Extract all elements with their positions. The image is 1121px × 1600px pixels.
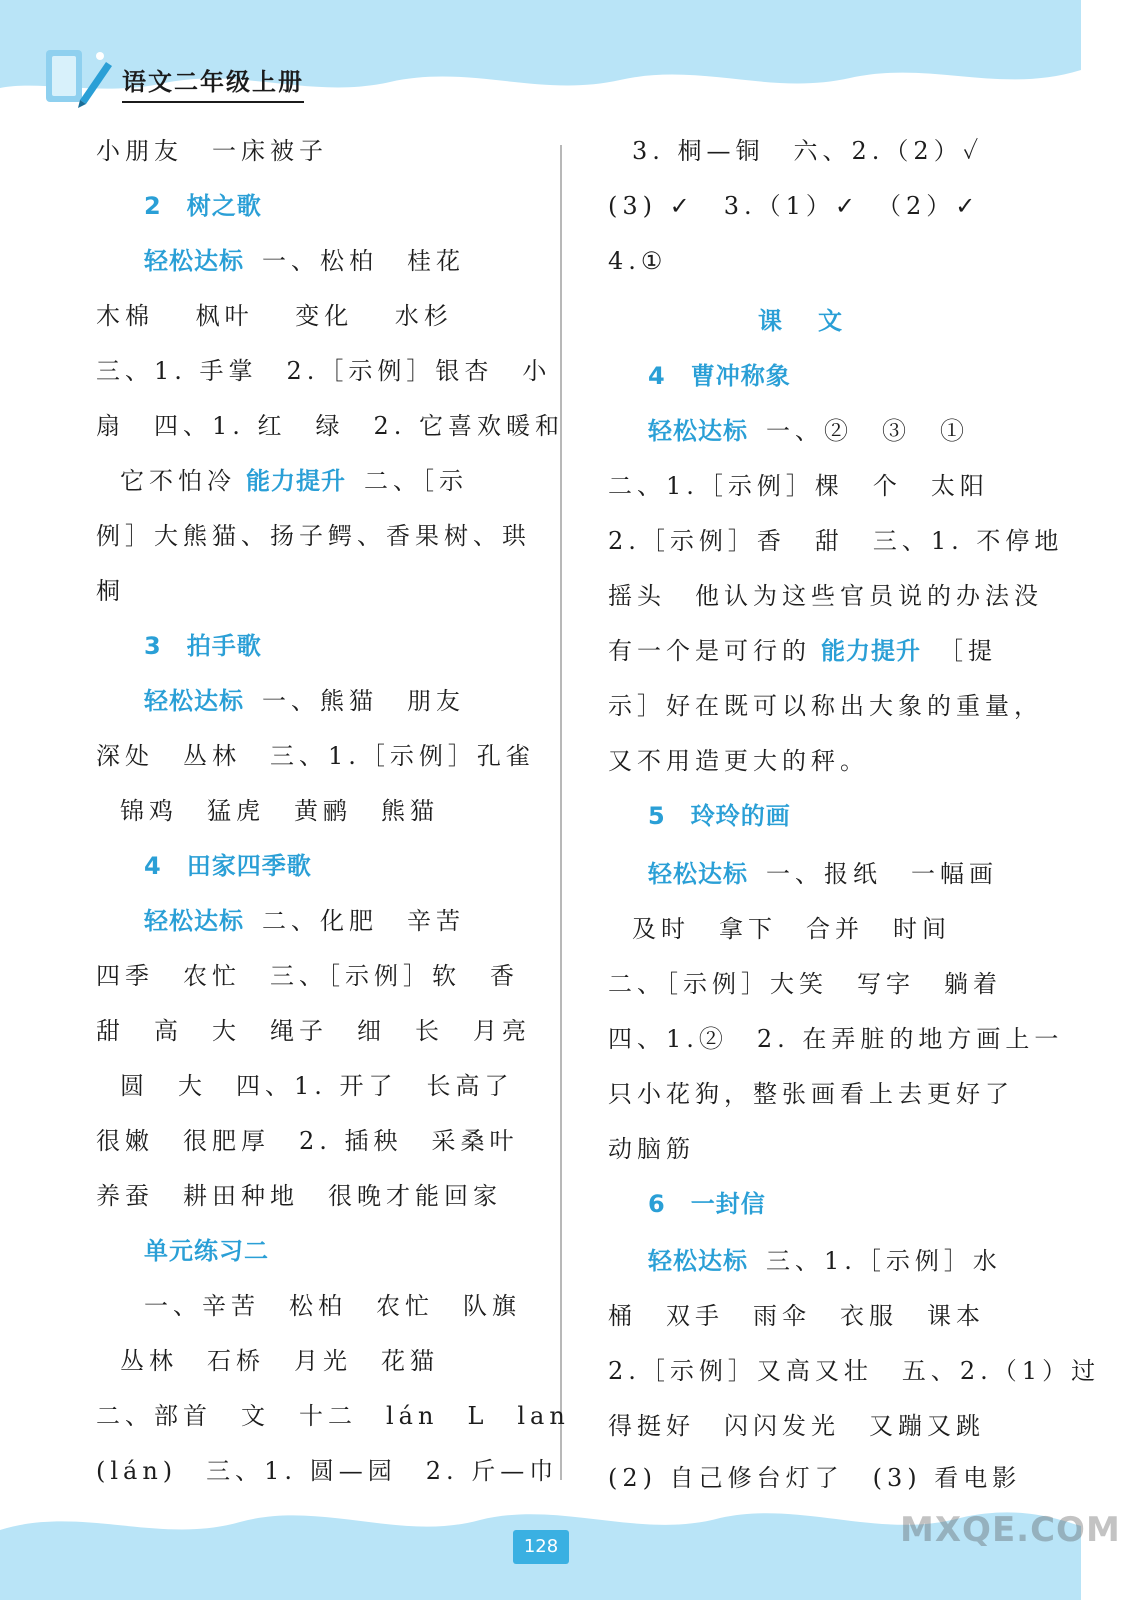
answer-line: 得挺好 闪闪发光 又蹦又跳 <box>608 1412 985 1440</box>
lesson-heading-yifengxin: 6 一封信 <box>648 1190 766 1218</box>
answer-line: 丛林 石桥 月光 花猫 <box>120 1347 439 1375</box>
answer-line: 3. 桐—铜 六、2.（2）✓ <box>632 137 984 165</box>
keyword-easy: 轻松达标 <box>648 417 748 445</box>
answer-line: 例］大熊猫、扬子鳄、香果树、珙 <box>96 522 531 550</box>
answer-line: 三、1. 手掌 2.［示例］银杏 小 <box>96 357 552 385</box>
keyword-ability: 能力提升 <box>821 637 921 665</box>
answer-line: (3) ✓ 3.（1）✓ （2）✓ <box>608 192 981 220</box>
answer-line: 二、［示例］大笑 写字 躺着 <box>608 970 1002 998</box>
answer-line: 四季 农忙 三、［示例］软 香 <box>96 962 519 990</box>
answer-line: 桶 双手 雨伞 衣服 课本 <box>608 1302 985 1330</box>
section-heading-kewen: 课 文 <box>758 307 848 335</box>
answer-line: 木棉 枫叶 变化 水杉 <box>96 302 453 330</box>
answer-line: 养蚕 耕田种地 很晚才能回家 <box>96 1182 502 1210</box>
answer-line: 又不用造更大的秤。 <box>608 747 869 775</box>
answer-line: 动脑筋 <box>608 1135 695 1163</box>
site-watermark: MXQE.COM <box>900 1510 1121 1550</box>
answer-line: 很嫩 很肥厚 2. 插秧 采桑叶 <box>96 1127 519 1155</box>
keyword-easy: 轻松达标 <box>648 860 748 888</box>
keyword-easy: 轻松达标 <box>144 907 244 935</box>
answer-line: 摇头 他认为这些官员说的办法没 <box>608 582 1043 610</box>
pencil-book-logo-icon <box>40 42 118 112</box>
answer-line: 轻松达标 一、② ③ ① <box>648 417 969 445</box>
keyword-easy: 轻松达标 <box>144 687 244 715</box>
column-divider <box>560 145 562 1480</box>
book-title: 语文二年级上册 <box>122 62 304 103</box>
lesson-heading-caochong: 4 曹冲称象 <box>648 362 791 390</box>
answer-line: 示］好在既可以称出大象的重量， <box>608 692 1043 720</box>
answer-line: (2) 自己修台灯了 (3) 看电影 <box>608 1464 1022 1492</box>
answer-line: 二、1.［示例］棵 个 太阳 <box>608 472 989 500</box>
answer-line: 轻松达标 一、熊猫 朋友 <box>144 687 465 715</box>
answer-line: 2.［示例］香 甜 三、1. 不停地 <box>608 527 1064 555</box>
answer-line: 2.［示例］又高又壮 五、2.（1）过 <box>608 1357 1101 1385</box>
answer-line: 锦鸡 猛虎 黄鹂 熊猫 <box>120 797 439 825</box>
answer-line: 它不怕冷 能力提升 二、［示 <box>120 467 468 495</box>
answer-line: 二、部首 文 十二 lán L lan <box>96 1402 570 1430</box>
answer-line: 扇 四、1. 红 绿 2. 它喜欢暖和 <box>96 412 565 440</box>
answer-line: 只小花狗，整张画看上去更好了 <box>608 1080 1014 1108</box>
answer-line: 小朋友 一床被子 <box>96 137 328 165</box>
answer-line: 4.① <box>608 247 668 275</box>
keyword-ability: 能力提升 <box>246 467 346 495</box>
answer-line: 深处 丛林 三、1.［示例］孔雀 <box>96 742 535 770</box>
answer-line: 圆 大 四、1. 开了 长高了 <box>120 1072 514 1100</box>
answer-line: 桐 <box>96 577 125 605</box>
answer-line: 一、辛苦 松柏 农忙 队旗 <box>144 1292 521 1320</box>
answer-line: (lán) 三、1. 圆—园 2. 斤—巾 <box>96 1457 559 1485</box>
keyword-easy: 轻松达标 <box>144 247 244 275</box>
unit-heading: 单元练习二 <box>144 1237 269 1265</box>
lesson-heading-linglin: 5 玲玲的画 <box>648 802 791 830</box>
keyword-easy: 轻松达标 <box>648 1247 748 1275</box>
answer-line: 轻松达标 一、松柏 桂花 <box>144 247 465 275</box>
answer-line: 轻松达标 三、1.［示例］水 <box>648 1247 1002 1275</box>
answer-line: 轻松达标 二、化肥 辛苦 <box>144 907 465 935</box>
lesson-heading-paishouge: 3 拍手歌 <box>144 632 262 660</box>
answer-line: 轻松达标 一、报纸 一幅画 <box>648 860 998 888</box>
page-number: 128 <box>513 1530 569 1564</box>
answer-line: 四、1.② 2. 在弄脏的地方画上一 <box>608 1025 1064 1053</box>
answer-line: 甜 高 大 绳子 细 长 月亮 <box>96 1017 531 1045</box>
lesson-heading-shuzhige: 2 树之歌 <box>144 192 262 220</box>
lesson-heading-tianjia: 4 田家四季歌 <box>144 852 312 880</box>
answer-line: 及时 拿下 合并 时间 <box>632 915 951 943</box>
answer-line: 有一个是可行的 能力提升 ［提 <box>608 637 997 665</box>
